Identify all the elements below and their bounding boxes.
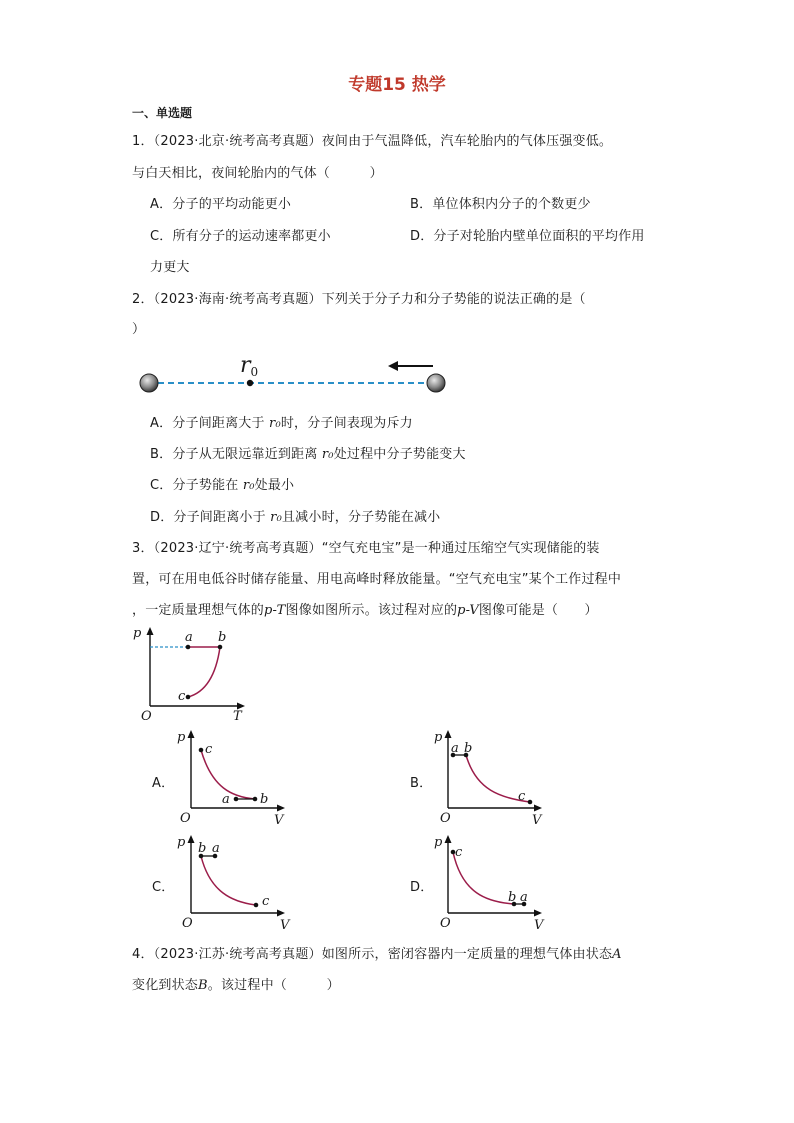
point-label: c	[262, 894, 270, 909]
axis-V-label: V	[274, 813, 284, 828]
point-label: a	[222, 792, 230, 807]
axis-T-label: T	[233, 709, 242, 724]
point-label: b	[198, 841, 207, 856]
q3-option-d-letter: D．	[410, 880, 434, 895]
q4-stem-line1: 4．（2023·江苏·统考高考真题）如图所示，密闭容器内一定质量的理想气体由状态A	[132, 947, 622, 962]
origin-label: O	[141, 709, 152, 724]
point-c-label: c	[178, 689, 186, 704]
q1-option-b: B．单位体积内分子的个数更少	[410, 197, 591, 212]
origin-label: O	[182, 916, 193, 931]
origin-label: O	[440, 916, 451, 931]
point-label: a	[212, 841, 220, 856]
axis-p-label: p	[133, 626, 142, 641]
q2-option-d: D．分子间距离小于 r₀且减小时，分子势能在减小	[150, 510, 441, 525]
q1-option-d-continued: 力更大	[150, 260, 190, 275]
axis-p-label: p	[177, 835, 186, 850]
origin-label: O	[180, 811, 191, 826]
q1-option-c: C．所有分子的运动速率都更小	[150, 229, 331, 244]
axis-V-label: V	[534, 918, 544, 933]
q1-option-a: A．分子的平均动能更小	[150, 197, 292, 212]
axis-p-label: p	[434, 835, 443, 850]
point-label: c	[518, 789, 526, 804]
r0-label: r0	[240, 353, 259, 379]
q1-option-d: D．分子对轮胎内壁单位面积的平均作用	[410, 229, 645, 244]
q2-stem-line1: 2．（2023·海南·统考高考真题）下列关于分子力和分子势能的说法正确的是（	[132, 292, 586, 307]
origin-label: O	[440, 811, 451, 826]
q2-stem-line2: ）	[132, 322, 146, 337]
q3-stem-line2: 置，可在用电低谷时储存能量、用电高峰时释放能量。“空气充电宝”某个工作过程中	[132, 572, 622, 587]
point-label: b	[260, 792, 269, 807]
q1-stem-line2: 与白天相比，夜间轮胎内的气体（ ）	[132, 166, 383, 181]
q1-stem-line1: 1．（2023·北京·统考高考真题）夜间由于气温降低，汽车轮胎内的气体压强变低。	[132, 134, 613, 149]
page-title: 专题15 热学	[348, 75, 446, 95]
axis-p-label: p	[177, 730, 186, 745]
axis-p-label: p	[434, 730, 443, 745]
section-heading: 一、单选题	[132, 106, 193, 120]
point-label: c	[455, 845, 463, 860]
q4-stem-line2: 变化到状态B。该过程中（ ）	[132, 978, 340, 993]
point-a-label: a	[185, 630, 193, 645]
q3-option-c-letter: C．	[152, 880, 175, 895]
q3-stem-line3: ，一定质量理想气体的p-T图像如图所示。该过程对应的p-V图像可能是（ ）	[132, 603, 598, 618]
point-label: b	[464, 741, 473, 756]
q2-option-c: C．分子势能在 r₀处最小	[150, 478, 295, 493]
axis-V-label: V	[280, 918, 290, 933]
point-label: b	[508, 890, 517, 905]
q3-stem-line1: 3．（2023·辽宁·统考高考真题）“空气充电宝”是一种通过压缩空气实现储能的装	[132, 541, 600, 556]
point-b-label: b	[218, 630, 227, 645]
point-label: a	[520, 890, 528, 905]
q3-option-a-letter: A．	[152, 776, 175, 791]
axis-V-label: V	[532, 813, 542, 828]
q2-option-a: A．分子间距离大于 r₀时，分子间表现为斥力	[150, 416, 413, 431]
point-label: c	[205, 742, 213, 757]
point-label: a	[451, 741, 459, 756]
q2-option-b: B．分子从无限远靠近到距离 r₀处过程中分子势能变大	[150, 447, 466, 462]
q3-option-b-letter: B．	[410, 776, 433, 791]
